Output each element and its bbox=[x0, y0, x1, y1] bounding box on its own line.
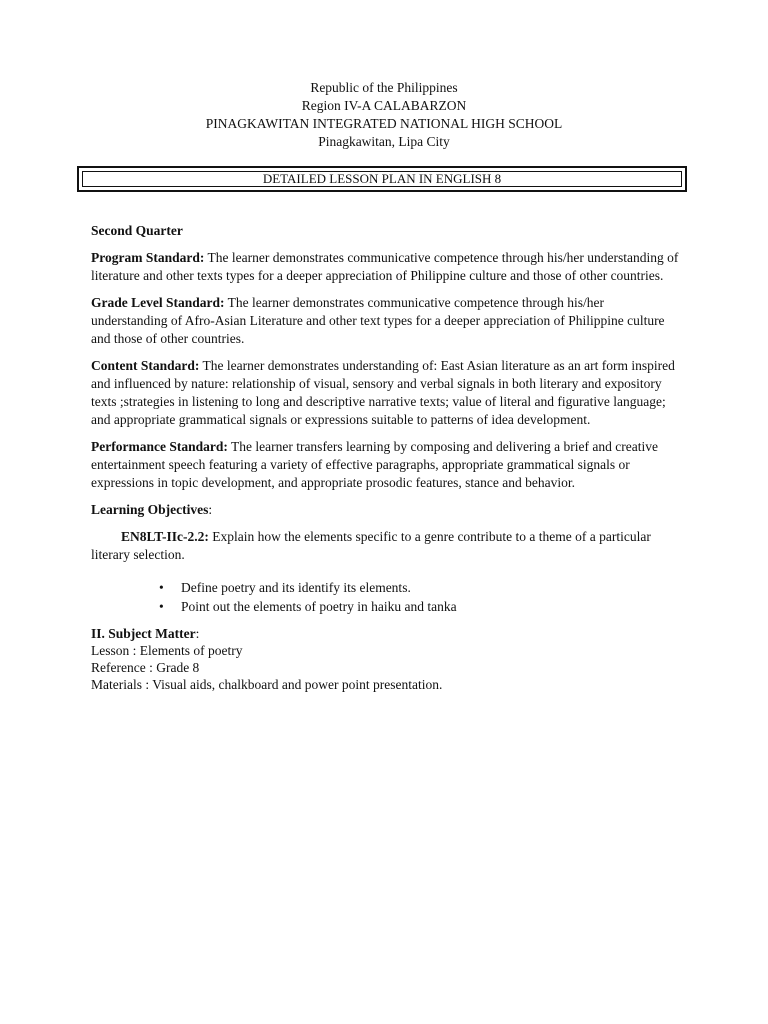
lesson-plan-title: DETAILED LESSON PLAN IN ENGLISH 8 bbox=[82, 171, 682, 187]
header-school-name: PINAGKAWITAN INTEGRATED NATIONAL HIGH SCHOOL bbox=[205, 116, 563, 131]
learning-objectives-heading bbox=[91, 501, 681, 519]
subject-matter-materials: Materials : Visual aids, chalkboard and power point presentation. bbox=[91, 677, 443, 692]
program-standard-text: The learner demonstrates communicative competence through his/her understanding of literature and other texts types for a deeper appreciation of Philippine culture and those of other countries. bbox=[91, 250, 679, 283]
document-header bbox=[0, 79, 768, 151]
header-region: Region IV-A CALABARZON bbox=[301, 98, 467, 113]
learning-objectives-colon: : bbox=[208, 502, 213, 517]
header-republic: Republic of the Philippines bbox=[310, 80, 458, 95]
learning-objective bbox=[91, 528, 681, 564]
document-body bbox=[91, 222, 681, 693]
content-standard-label: Content Standard: bbox=[91, 358, 200, 373]
subject-matter-reference: Reference : Grade 8 bbox=[91, 660, 200, 675]
grade-level-standard bbox=[91, 294, 681, 348]
subject-matter-lesson: Lesson : Elements of poetry bbox=[91, 643, 243, 658]
content-standard-text: The learner demonstrates understanding of: East Asian literature as an art form inspired and influenced by nature: relationship of visual, sensory and verbal signals in both literary and expository texts ;strategies in listening to long and descriptive narrative texts; value of literal and figurative language; and appropriate grammatical signals or expressions suitable to patterns of idea development. bbox=[91, 358, 675, 427]
list-item-text: Define poetry and its identify its elements. bbox=[181, 580, 411, 595]
objective-bullet-list bbox=[91, 578, 681, 616]
list-item bbox=[91, 578, 681, 597]
learning-objective-text: Explain how the elements specific to a genre contribute to a theme of a particular literary selection. bbox=[91, 529, 651, 562]
subject-matter-section bbox=[91, 625, 681, 693]
grade-level-standard-text: The learner demonstrates communicative competence through his/her understanding of Afro-Asian Literature and other text types for a deeper appreciation of Philippine culture and those of other countries. bbox=[91, 295, 665, 346]
content-standard bbox=[91, 357, 681, 429]
bullet-icon: • bbox=[159, 599, 164, 614]
program-standard-label: Program Standard: bbox=[91, 250, 205, 265]
header-school-address: Pinagkawitan, Lipa City bbox=[318, 134, 450, 149]
grade-level-standard-label: Grade Level Standard: bbox=[91, 295, 225, 310]
subject-matter-heading bbox=[91, 625, 681, 642]
subject-matter-colon: : bbox=[195, 626, 200, 641]
list-item bbox=[91, 597, 681, 616]
performance-standard-label: Performance Standard: bbox=[91, 439, 228, 454]
performance-standard bbox=[91, 438, 681, 492]
bullet-icon: • bbox=[159, 580, 164, 595]
list-item-text: Point out the elements of poetry in haiku and tanka bbox=[181, 599, 457, 614]
learning-objective-code: EN8LT-IIc-2.2: bbox=[121, 529, 209, 544]
lesson-plan-title-box bbox=[77, 166, 687, 192]
quarter-heading: Second Quarter bbox=[91, 223, 183, 238]
performance-standard-text: The learner transfers learning by composing and delivering a brief and creative entertainment speech featuring a variety of effective paragraphs, appropriate grammatical signals or expressions in topic development, and appropriate prosodic features, stance and behavior. bbox=[91, 439, 658, 490]
subject-matter-label: II. Subject Matter bbox=[91, 626, 196, 641]
program-standard bbox=[91, 249, 681, 285]
learning-objectives-label: Learning Objectives bbox=[91, 502, 209, 517]
